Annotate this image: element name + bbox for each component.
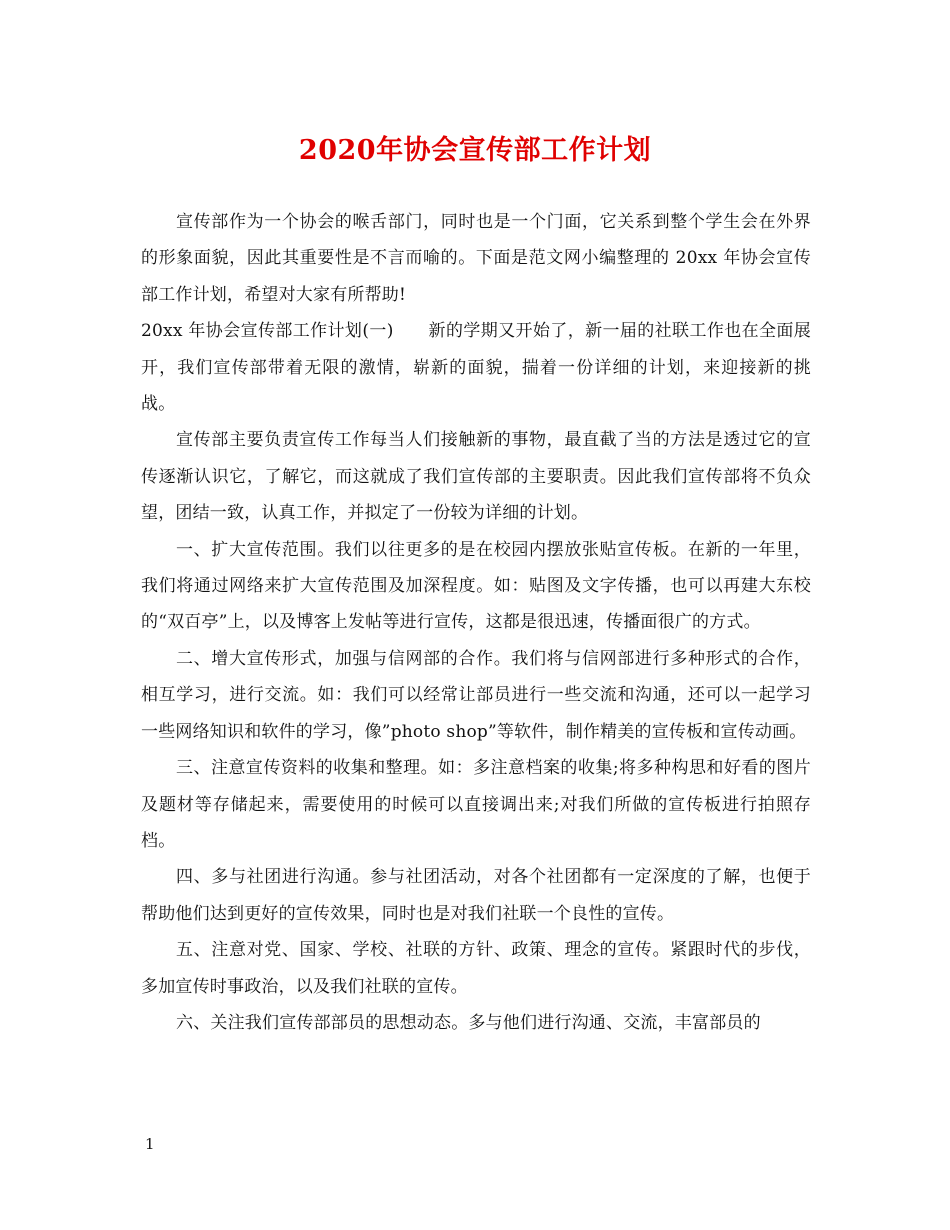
paragraph-plan-one-opening: 20xx 年协会宣传部工作计划(一) 新的学期又开始了，新一届的社联工作也在全面展开，我们宣传部带着无限的激情，崭新的面貌，揣着一份详细的计划，来迎接新的挑战。 [141,321,811,415]
paragraph-item-1: 一、扩大宣传范围。我们以往更多的是在校园内摆放张贴宣传板。在新的一年里，我们将通过网络来扩大宣传范围及加深程度。如：贴图及文字传播，也可以再建大东校的“双百亭”上，以及博客上发帖等进行宣传，这都是很迅速，传播面很广的方式。 [141,539,811,633]
paragraph-item-6: 六、关注我们宣传部部员的思想动态。多与他们进行沟通、交流，丰富部员的 [176,1012,761,1033]
paragraph-responsibility: 宣传部主要负责宣传工作每当人们接触新的事物，最直截了当的方法是透过它的宣传逐渐认识它，了解它，而这就成了我们宣传部的主要职责。因此我们宣传部将不负众望，团结一致，认真工作，并拟定了一份较为详细的计划。 [141,430,811,524]
page-number: 1 [145,1135,155,1153]
paragraph-intro: 宣传部作为一个协会的喉舌部门，同时也是一个门面，它关系到整个学生会在外界的形象面貌，因此其重要性是不言而喻的。下面是范文网小编整理的 20xx 年协会宣传部工作计划，希望对大家有所帮助! [141,212,811,305]
document-body [141,204,811,1041]
paragraph-item-4: 四、多与社团进行沟通。参与社团活动，对各个社团都有一定深度的了解，也便于帮助他们达到更好的宣传效果，同时也是对我们社联一个良性的宣传。 [141,867,811,924]
document-title: 2020年协会宣传部工作计划 [298,135,652,166]
paragraph-item-5: 五、注意对党、国家、学校、社联的方针、政策、理念的宣传。紧跟时代的步伐，多加宣传时事政治，以及我们社联的宣传。 [141,940,811,997]
paragraph-item-2: 二、增大宣传形式，加强与信网部的合作。我们将与信网部进行多种形式的合作，相互学习，进行交流。如：我们可以经常让部员进行一些交流和沟通，还可以一起学习一些网络知识和软件的学习，像”photo shop”等软件，制作精美的宣传板和宣传动画。 [141,648,811,742]
paragraph-item-3: 三、注意宣传资料的收集和整理。如：多注意档案的收集;将多种构思和好看的图片及题材等存储起来，需要使用的时候可以直接调出来;对我们所做的宣传板进行拍照存档。 [141,758,811,851]
